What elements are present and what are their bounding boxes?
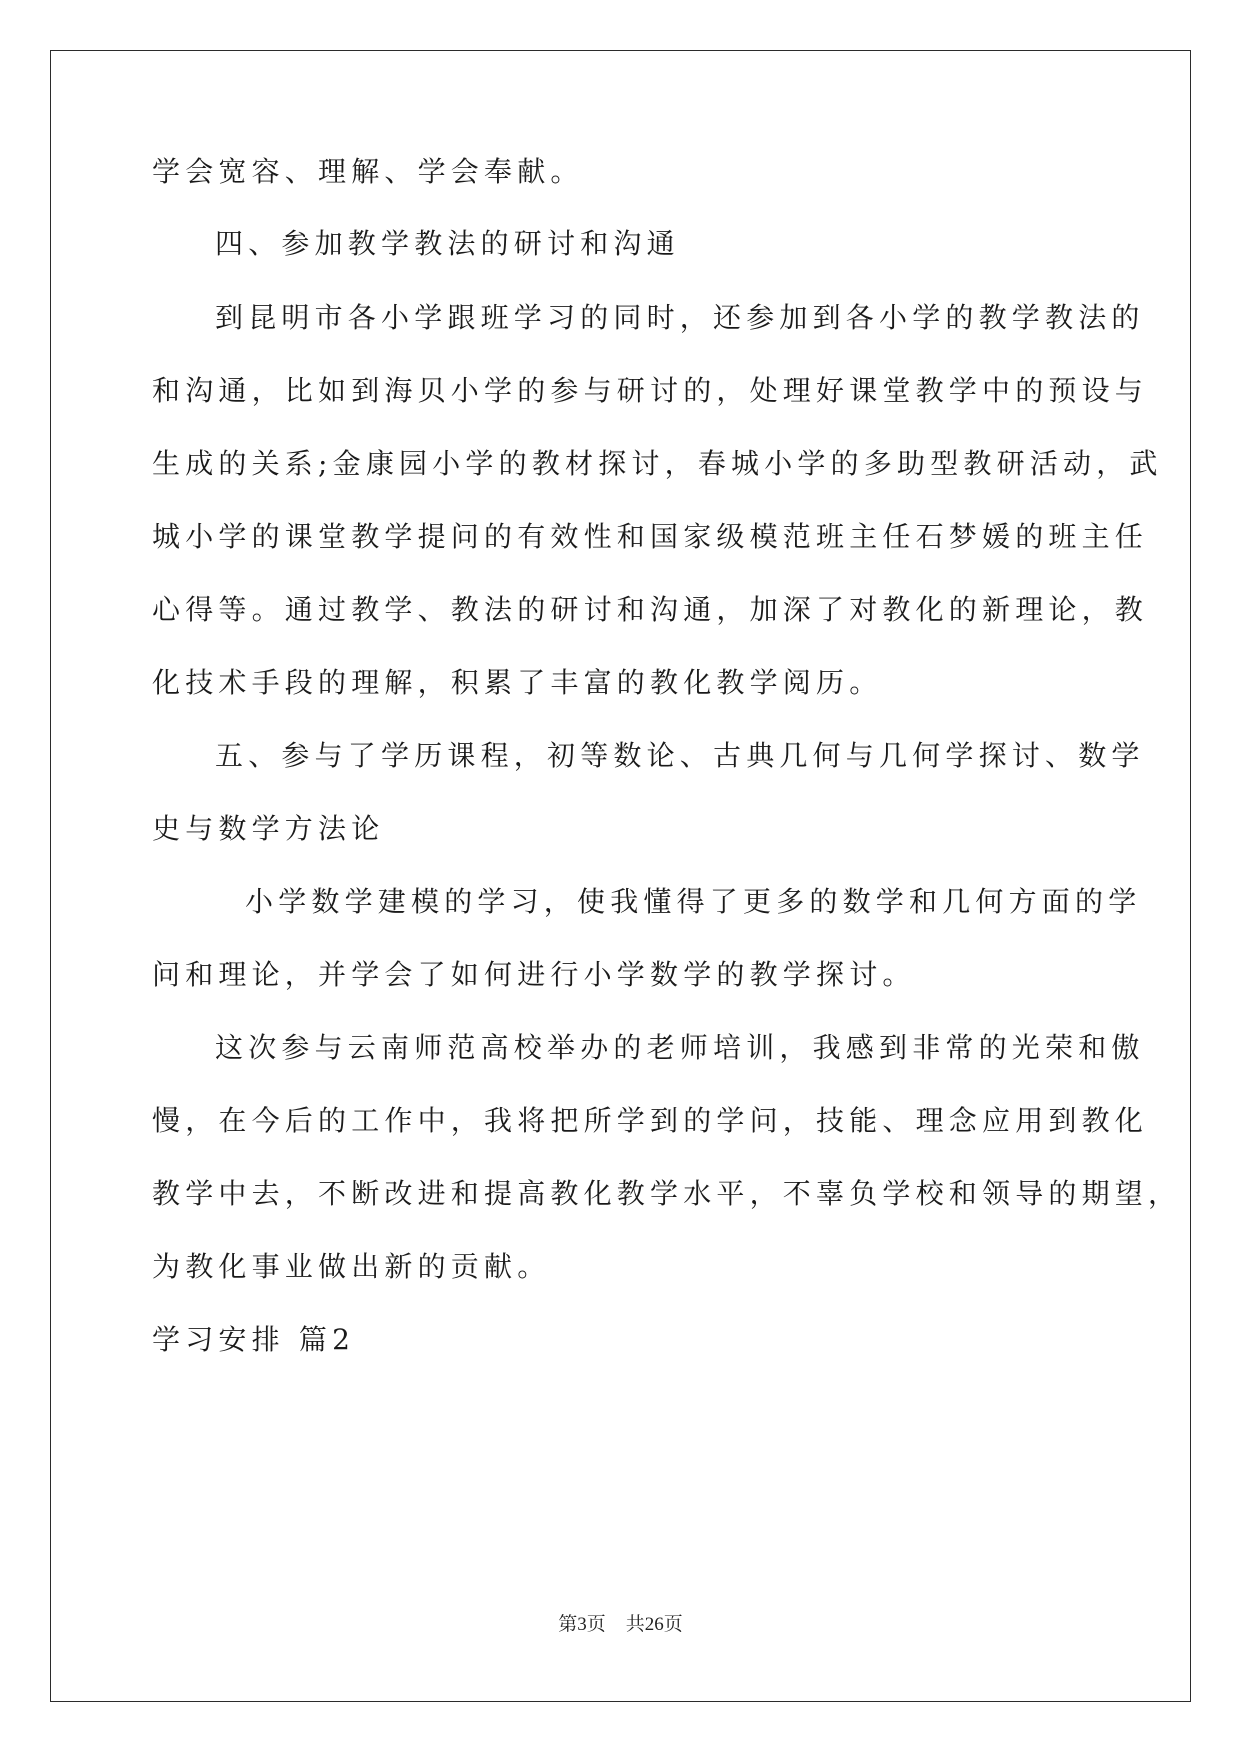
text-line: 为教化事业做出新的贡献。: [152, 1250, 551, 1283]
page-total: 共26页: [625, 1614, 683, 1635]
text-line: 到昆明市各小学跟班学习的同时，还参加到各小学的教学教法的: [215, 301, 1145, 334]
text-line: 问和理论，并学会了如何进行小学数学的教学探讨。: [152, 958, 916, 991]
section-heading: 四、参加教学教法的研讨和沟通: [215, 227, 680, 260]
text-line: 史与数学方法论: [152, 812, 385, 845]
text-line: 城小学的课堂教学提问的有效性和国家级模范班主任石梦媛的班主任: [152, 520, 1149, 553]
page-footer: [0, 1613, 1241, 1637]
text-line: 小学数学建模的学习，使我懂得了更多的数学和几何方面的学: [245, 885, 1142, 918]
page-number: 第3页: [558, 1614, 606, 1635]
text-line: 化技术手段的理解，积累了丰富的教化教学阅历。: [152, 666, 883, 699]
section-heading: 五、参与了学历课程，初等数论、古典几何与几何学探讨、数学: [215, 739, 1145, 772]
text-line: 和沟通，比如到海贝小学的参与研讨的，处理好课堂教学中的预设与: [152, 374, 1149, 407]
text-line: 教学中去，不断改进和提高教化教学水平，不辜负学校和领导的期望，: [152, 1177, 1182, 1210]
text-line: 学会宽容、理解、学会奉献。: [152, 155, 584, 188]
page-border: [50, 50, 1191, 1702]
text-line: 这次参与云南师范高校举办的老师培训，我感到非常的光荣和傲: [215, 1031, 1145, 1064]
text-line: 生成的关系;金康园小学的教材探讨，春城小学的多助型教研活动，武: [152, 447, 1163, 480]
text-line: 慢，在今后的工作中，我将把所学到的学问，技能、理念应用到教化: [152, 1104, 1149, 1137]
text-line: 心得等。通过教学、教法的研讨和沟通，加深了对教化的新理论，教: [152, 593, 1149, 626]
section-title: 学习安排 篇2: [152, 1323, 356, 1356]
